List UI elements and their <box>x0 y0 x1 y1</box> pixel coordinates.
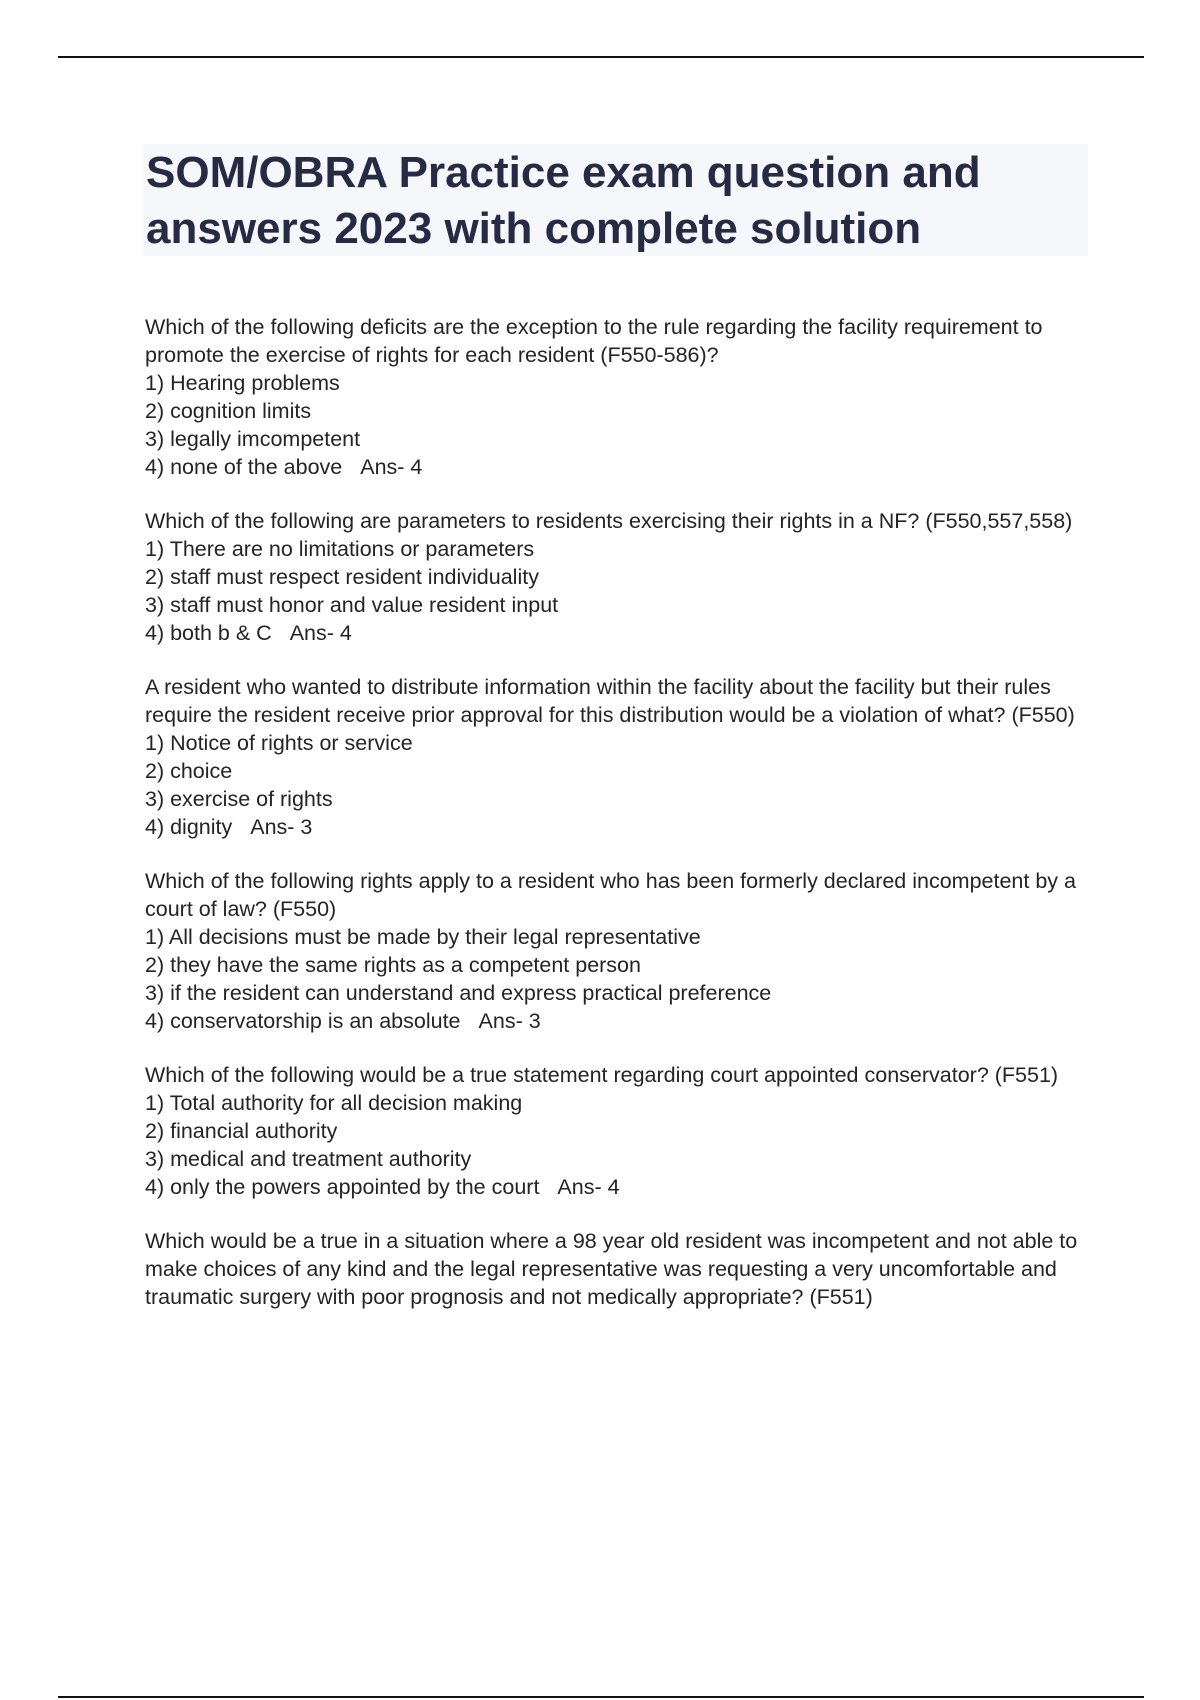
answer: Ans- 4 <box>557 1175 620 1199</box>
document-title: SOM/OBRA Practice exam question and answers 2023 with complete solution <box>146 148 981 253</box>
option-3: 3) if the resident can understand and express practical preference <box>145 981 772 1005</box>
bottom-rule <box>58 1696 1144 1698</box>
option-3: 3) medical and treatment authority <box>145 1147 472 1171</box>
option-4: 4) none of the above <box>145 455 343 479</box>
question-4 <box>145 867 1095 1035</box>
option-3: 3) exercise of rights <box>145 787 333 811</box>
answer: Ans- 4 <box>289 621 352 645</box>
option-4: 4) both b & C <box>145 621 272 645</box>
question-text: Which of the following would be a true statement regarding court appointed conservator? (F551) <box>145 1063 1059 1087</box>
answer: Ans- 4 <box>360 455 423 479</box>
question-2 <box>145 507 1095 647</box>
option-3: 3) staff must honor and value resident input <box>145 593 559 617</box>
option-4-with-answer <box>145 453 1095 481</box>
option-4: 4) dignity <box>145 815 233 839</box>
option-4-with-answer <box>145 1173 1095 1201</box>
option-4-with-answer <box>145 1007 1095 1035</box>
top-rule <box>58 56 1144 58</box>
option-1: 1) Notice of rights or service <box>145 731 413 755</box>
question-1 <box>145 313 1095 481</box>
question-text: Which of the following are parameters to residents exercising their rights in a NF? (F550,557,558) <box>145 509 1073 533</box>
answer: Ans- 3 <box>250 815 313 839</box>
option-4: 4) only the powers appointed by the court <box>145 1175 540 1199</box>
question-6 <box>145 1227 1095 1311</box>
option-4: 4) conservatorship is an absolute <box>145 1009 461 1033</box>
question-text: Which of the following deficits are the exception to the rule regarding the facility requirement to promote the exercise of rights for each resident (F550-586)? <box>145 315 1043 367</box>
question-list <box>145 313 1095 1337</box>
option-1: 1) There are no limitations or parameters <box>145 537 535 561</box>
option-2: 2) staff must respect resident individuality <box>145 565 539 589</box>
option-1: 1) Hearing problems <box>145 371 340 395</box>
option-2: 2) cognition limits <box>145 399 312 423</box>
question-3 <box>145 673 1095 841</box>
question-text: Which of the following rights apply to a resident who has been formerly declared incompetent by a court of law? (F550) <box>145 869 1076 921</box>
option-1: 1) Total authority for all decision making <box>145 1091 523 1115</box>
option-4-with-answer <box>145 619 1095 647</box>
question-text: A resident who wanted to distribute information within the facility about the facility but their rules require the resident receive prior approval for this distribution would be a violation of what? (F550) <box>145 675 1075 727</box>
option-4-with-answer <box>145 813 1095 841</box>
option-3: 3) legally imcompetent <box>145 427 361 451</box>
option-1: 1) All decisions must be made by their legal representative <box>145 925 701 949</box>
option-2: 2) they have the same rights as a competent person <box>145 953 641 977</box>
question-5 <box>145 1061 1095 1201</box>
option-2: 2) financial authority <box>145 1119 338 1143</box>
option-2: 2) choice <box>145 759 233 783</box>
question-text: Which would be a true in a situation where a 98 year old resident was incompetent and not able to make choices of any kind and the legal representative was requesting a very uncomfortable and traumatic surgery with poor prognosis and not medically appropriate? (F551) <box>145 1229 1078 1309</box>
answer: Ans- 3 <box>478 1009 541 1033</box>
